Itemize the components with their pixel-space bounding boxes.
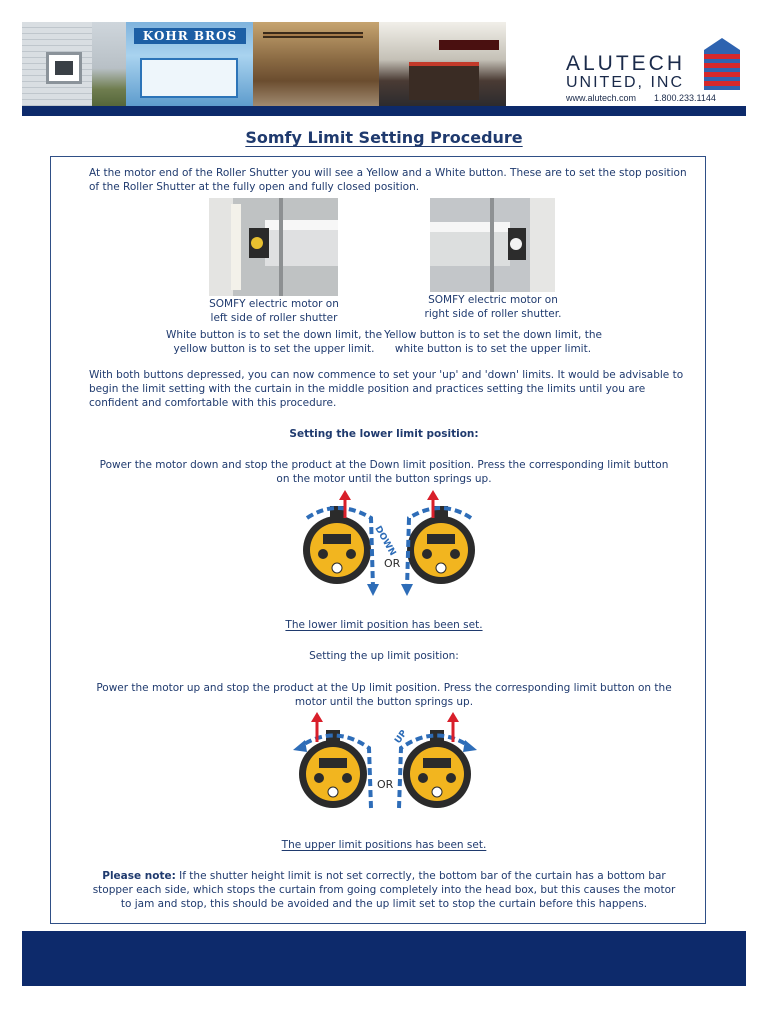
lower-limit-instruction: Power the motor down and stop the product at the Down limit position. Press the corresponding limit button on the motor until the button springs up. <box>99 459 669 485</box>
somfy-motor-left-photo <box>209 198 338 296</box>
caption-right-buttons: Yellow button is to set the down limit, the white button is to set the upper limit. <box>384 329 602 355</box>
alutech-building-icon <box>696 36 740 90</box>
mall-kiosk <box>409 62 479 100</box>
intro-paragraph: At the motor end of the Roller Shutter you will see a Yellow and a White button. These are to set the stop position of the Roller Shutter at the fully open and fully closed position. <box>89 167 687 193</box>
lower-limit-heading: Setting the lower limit position: <box>289 428 479 440</box>
patio-roof <box>263 32 363 38</box>
up-arrowhead-left <box>293 740 307 752</box>
up-arrowhead-right <box>463 740 477 752</box>
button-up-arrowhead-left <box>339 490 351 500</box>
or-label-lower: OR <box>384 557 401 570</box>
patio-shutter-photo <box>253 22 379 106</box>
lower-limit-confirmation: The lower limit position has been set. <box>285 619 483 631</box>
note-paragraph <box>88 869 680 911</box>
kiosk-counter <box>140 58 238 98</box>
motor-left-illustration <box>209 198 338 296</box>
mall-kiosk-photo <box>379 22 506 106</box>
up-label: UP <box>393 728 410 746</box>
header-bar <box>22 106 746 116</box>
somfy-motor-right-photo <box>430 198 555 292</box>
caption-left-photo: SOMFY electric motor on left side of roller shutter <box>209 298 339 324</box>
button-up-arrowhead-right <box>427 490 439 500</box>
down-label: DOWN <box>372 524 398 558</box>
logo-website[interactable]: www.alutech.com <box>566 93 637 103</box>
down-arrowhead-right <box>401 584 413 596</box>
motor-head-right <box>407 506 475 584</box>
logo-subtitle: UNITED, INC <box>566 74 684 91</box>
button-up-arrowhead-right-up <box>447 712 459 722</box>
alutech-logo[interactable] <box>566 36 746 104</box>
or-label-upper: OR <box>377 778 394 791</box>
caption-right-photo: SOMFY electric motor on right side of roller shutter. <box>424 294 562 320</box>
motor-head-left <box>303 506 371 584</box>
both-buttons-paragraph: With both buttons depressed, you can now commence to set your 'up' and 'down' limits. It would be advisable to begin the limit setting with the curtain in the middle position and practices setting the limits until you are confident and comfortable with this procedure. <box>89 369 684 409</box>
motor-right-illustration <box>430 198 555 292</box>
page-header <box>22 22 746 108</box>
house-shutter-photo <box>22 22 126 106</box>
note-text: If the shutter height limit is not set correctly, the bottom bar of the curtain has a bottom bar stopper each side, which stops the curtain from going completely into the head box, but this causes the motor to jam and stop, this should be avoided and the up limit set to stop the curtain before this happens. <box>92 870 676 910</box>
lower-limit-diagram <box>293 488 487 600</box>
down-arrowhead-left <box>367 584 379 596</box>
note-label: Please note: <box>102 870 176 882</box>
caption-left-buttons: White button is to set the down limit, the yellow button is to set the upper limit. <box>165 329 383 355</box>
page-title: Somfy Limit Setting Procedure <box>245 128 523 147</box>
kohr-bros-sign: KOHR BROS <box>134 28 246 44</box>
logo-name: ALUTECH <box>566 52 686 75</box>
shuttered-window <box>46 52 82 84</box>
logo-phone[interactable]: 1.800.233.1144 <box>654 93 716 103</box>
footer-bar <box>22 931 746 986</box>
store-sign <box>439 40 499 50</box>
upper-limit-diagram <box>285 708 485 820</box>
upper-limit-instruction: Power the motor up and stop the product at the Up limit position. Press the corresponding limit button on the motor until the button springs up. <box>96 682 672 708</box>
upper-limit-confirmation: The upper limit positions has been set. <box>281 839 487 851</box>
kiosk-photo <box>126 22 253 106</box>
upper-limit-heading: Setting the up limit position: <box>309 650 459 662</box>
button-up-arrowhead-left-up <box>311 712 323 722</box>
